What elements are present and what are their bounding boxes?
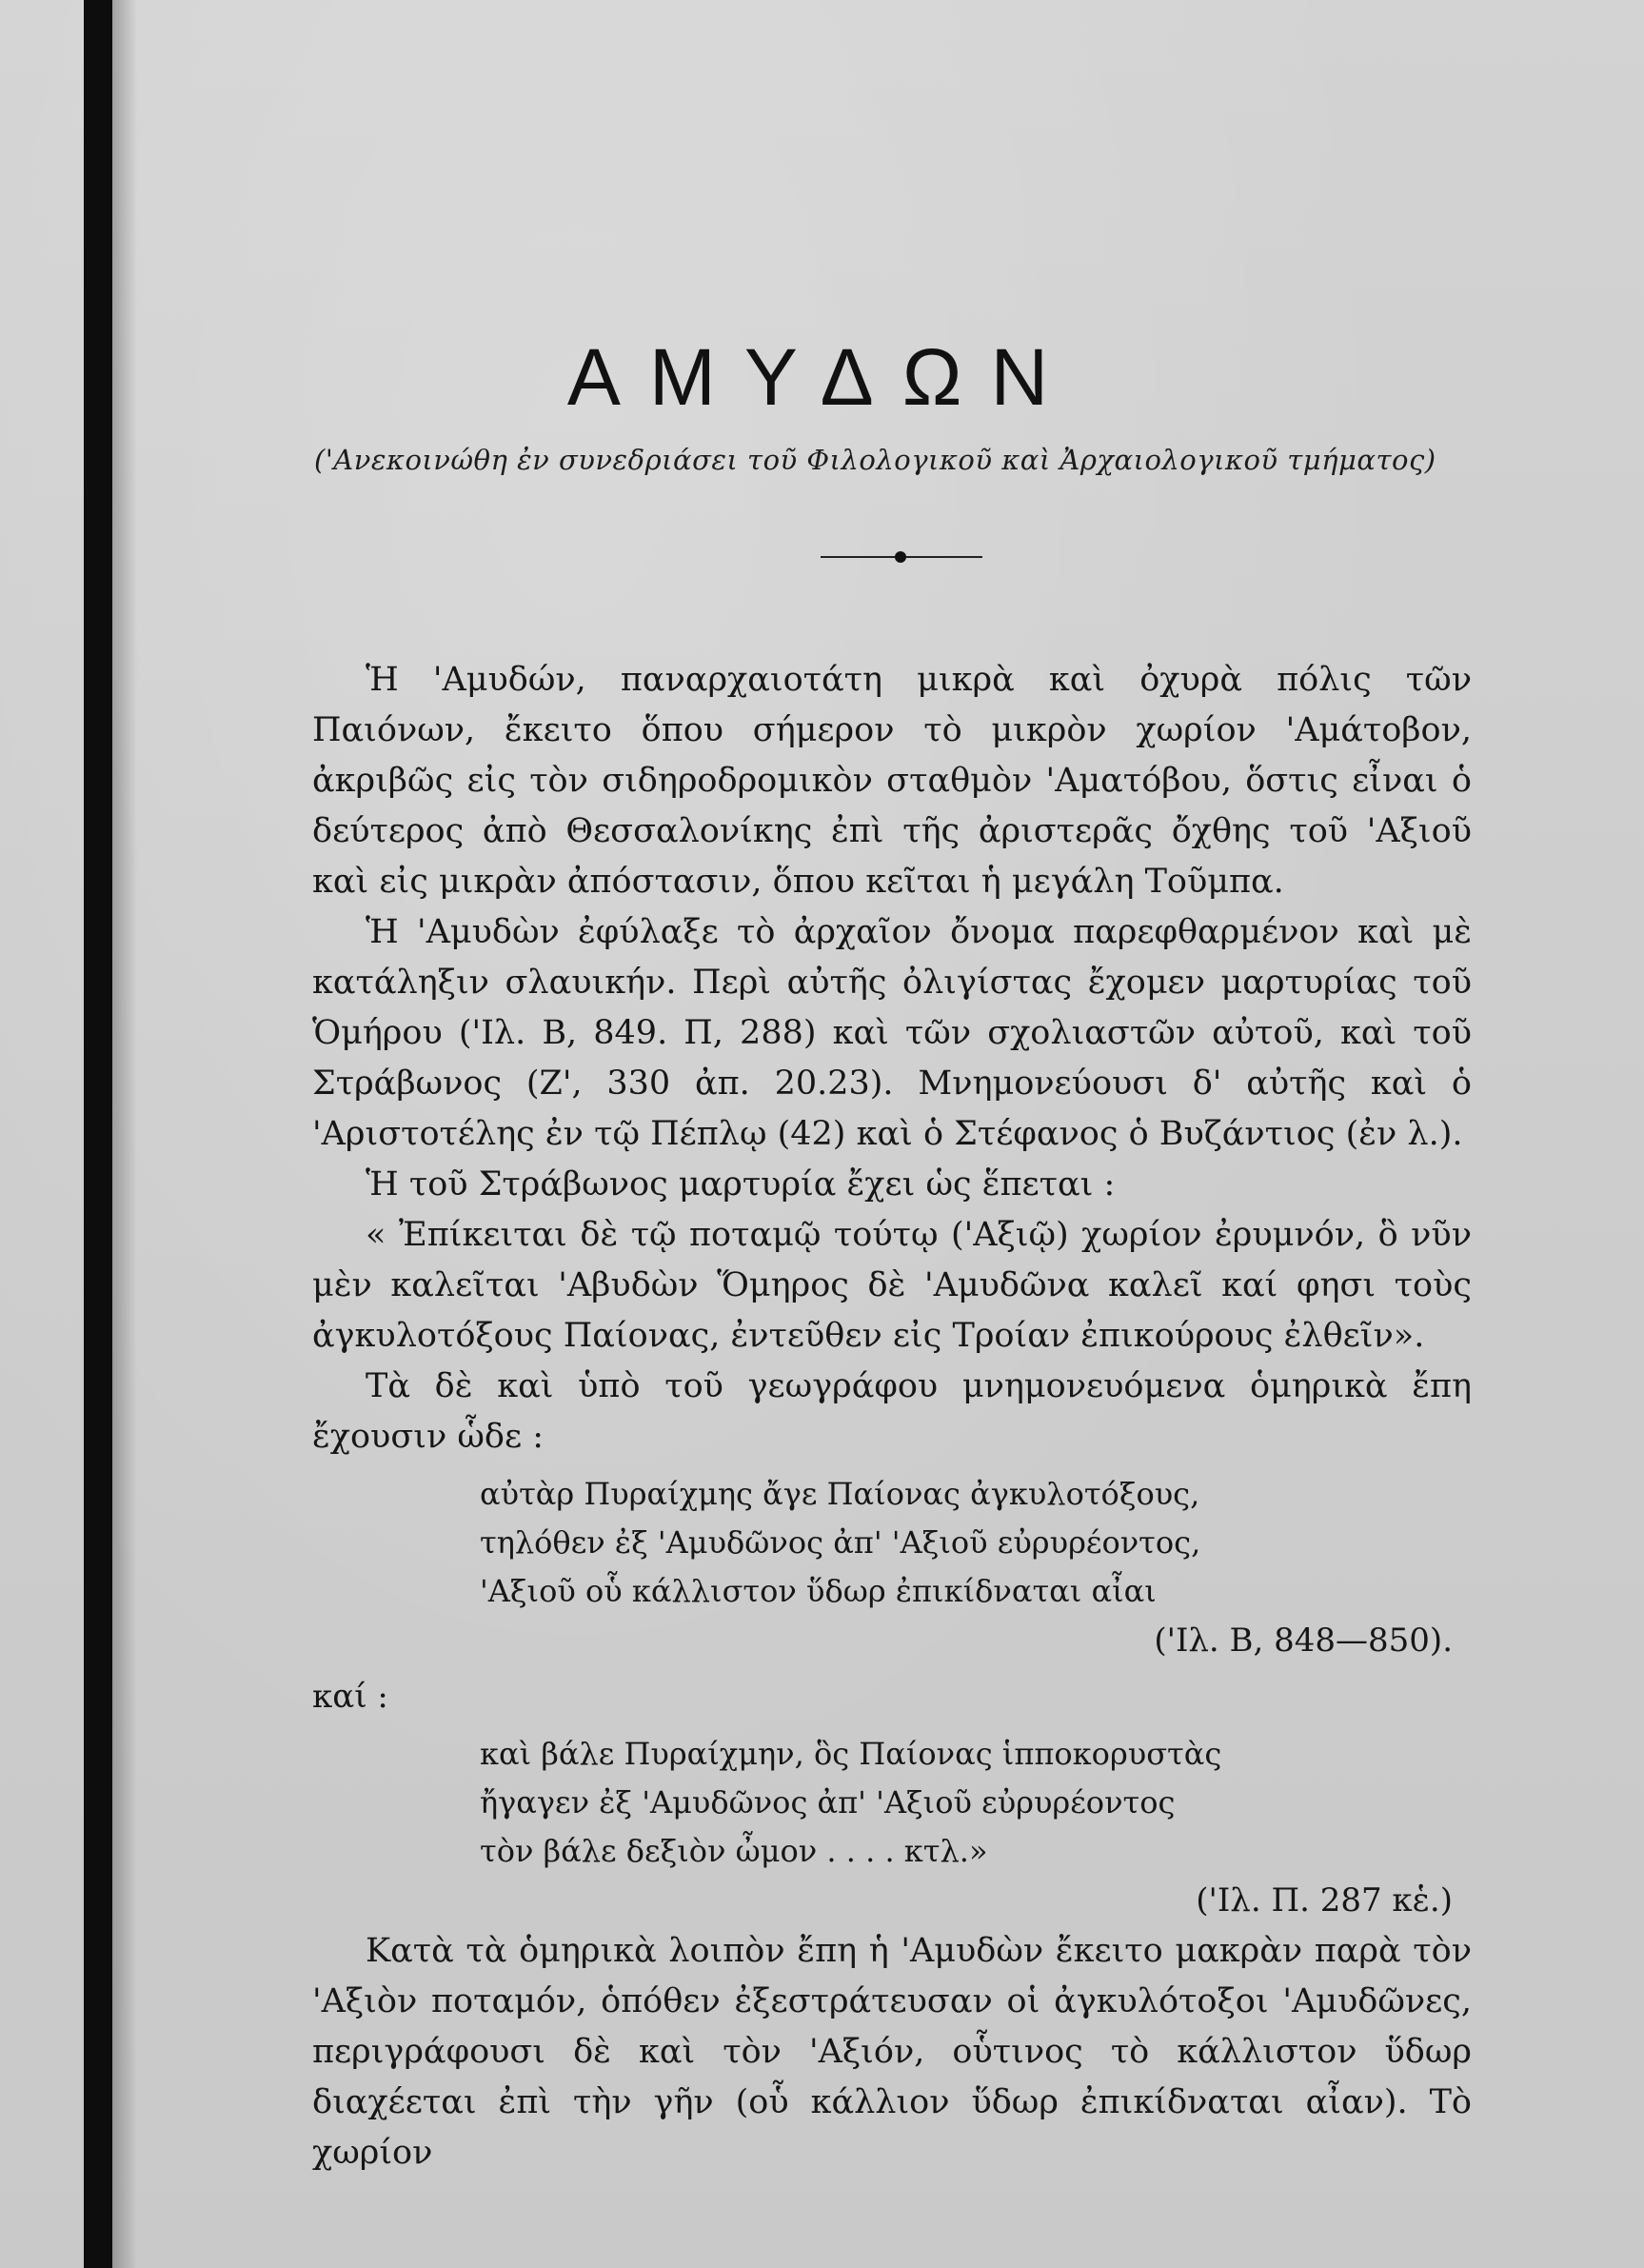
- closing-paragraph: Κατὰ τὰ ὁμηρικὰ λοιπὸν ἔπη ἡ 'Αμυδὼν ἔκειτο μακρὰν παρὰ τὸν 'Αξιὸν ποταμόν, ὁπόθεν ἐξεστράτευσαν οἱ ἀγκυλότοξοι 'Αμυδῶνες, περιγράφουσι δὲ καὶ τὸν 'Αξιόν, οὗτινος τὸ κάλλιστον ὕδωρ διαχέεται ἐπὶ τὴν γῆν (οὗ κάλλιον ὕδωρ ἐπικίδναται αἶαν). Τὸ χωρίον: [312, 1932, 1472, 2172]
- paragraph-1: Ἡ 'Αμυδών, παναρχαιοτάτη μικρὰ καὶ ὀχυρὰ πόλις τῶν Παιόνων, ἔκειτο ὅπου σήμερον τὸ μικρὸν χωρίον 'Αμάτοβον, ἀκριβῶς εἰς τὸν σιδηροδρομικὸν σταθμὸν 'Αματόβου, ὅστις εἶναι ὁ δεύτερος ἀπὸ Θεσσαλονίκης ἐπὶ τῆς ἀριστερᾶς ὄχθης τοῦ 'Αξιοῦ καὶ εἰς μικρὰν ἀπόστασιν, ὅπου κεῖται ἡ μεγάλη Τοῦμπα.: [312, 661, 1472, 901]
- verse-line: ἤγαγεν ἐξ 'Αμυδῶνος ἀπ' 'Αξιοῦ εὐρυρέοντος: [480, 1784, 1176, 1820]
- verse-line: καὶ βάλε Πυραίχμην, ὃς Παίονας ἱπποκορυστὰς: [480, 1736, 1222, 1772]
- verse-block-1: [312, 1470, 1472, 1666]
- body-text: [312, 655, 1472, 2178]
- kai-label: καί :: [312, 1678, 388, 1716]
- divider-dot: [895, 551, 906, 563]
- paragraph-3: Ἡ τοῦ Στράβωνος μαρτυρία ἔχει ὡς ἕπεται :: [366, 1165, 1116, 1204]
- page-title: ΑΜΥΔΩΝ: [566, 332, 1078, 422]
- verse-block-2: [312, 1730, 1472, 1926]
- paragraph-5: Τὰ δὲ καὶ ὑπὸ τοῦ γεωγράφου μνημονευόμενα ὁμηρικὰ ἔπη ἔχουσιν ὧδε :: [312, 1367, 1472, 1456]
- page-subtitle: ('Ανεκοινώθη ἐν συνεδριάσει τοῦ Φιλολογικοῦ καὶ Ἀρχαιολογικοῦ τμήματος): [314, 444, 1436, 476]
- paragraph-4-quote: « Ἐπίκειται δὲ τῷ ποταμῷ τούτῳ ('Αξιῷ) χωρίον ἐρυμνόν, ὃ νῦν μὲν καλεῖται 'Αβυδὼν Ὅμηρος δὲ 'Αμυδῶνα καλεῖ καί φησι τοὺς ἀγκυλοτόξους Παίονας, ἐντεῦθεν εἰς Τροίαν ἐπικούρους ἐλθεῖν».: [312, 1216, 1472, 1355]
- verse-line: 'Αξιοῦ οὗ κάλλιστον ὕδωρ ἐπικίδναται αἶαι: [480, 1573, 1157, 1609]
- verse-reference: ('Ιλ. Π. 287 κἑ.): [1196, 1881, 1453, 1920]
- verse-line: αὐτὰρ Πυραίχμης ἄγε Παίονας ἀγκυλοτόξους,: [480, 1476, 1200, 1512]
- verse-reference: ('Ιλ. Β, 848—850).: [1154, 1621, 1453, 1660]
- divider-ornament: [821, 550, 982, 564]
- paragraph-2: Ἡ 'Αμυδὼν ἐφύλαξε τὸ ἀρχαῖον ὄνομα παρεφθαρμένον καὶ μὲ κατάληξιν σλαυικήν. Περὶ αὐτῆς ὀλιγίστας ἔχομεν μαρτυρίας τοῦ Ὁμήρου ('Ιλ. Β, 849. Π, 288) καὶ τῶν σχολιαστῶν αὐτοῦ, καὶ τοῦ Στράβωνος (Ζ', 330 ἀπ. 20.23). Μνημονεύουσι δ' αὐτῆς καὶ ὁ 'Αριστοτέλης ἐν τῷ Πέπλῳ (42) καὶ ὁ Στέφανος ὁ Βυζάντιος (ἐν λ.).: [312, 913, 1472, 1153]
- verse-line: τὸν βάλε δεξιὸν ὦμον . . . . κτλ.»: [480, 1833, 988, 1869]
- verse-line: τηλόθεν ἐξ 'Αμυδῶνος ἀπ' 'Αξιοῦ εὐρυρέοντος,: [480, 1524, 1201, 1561]
